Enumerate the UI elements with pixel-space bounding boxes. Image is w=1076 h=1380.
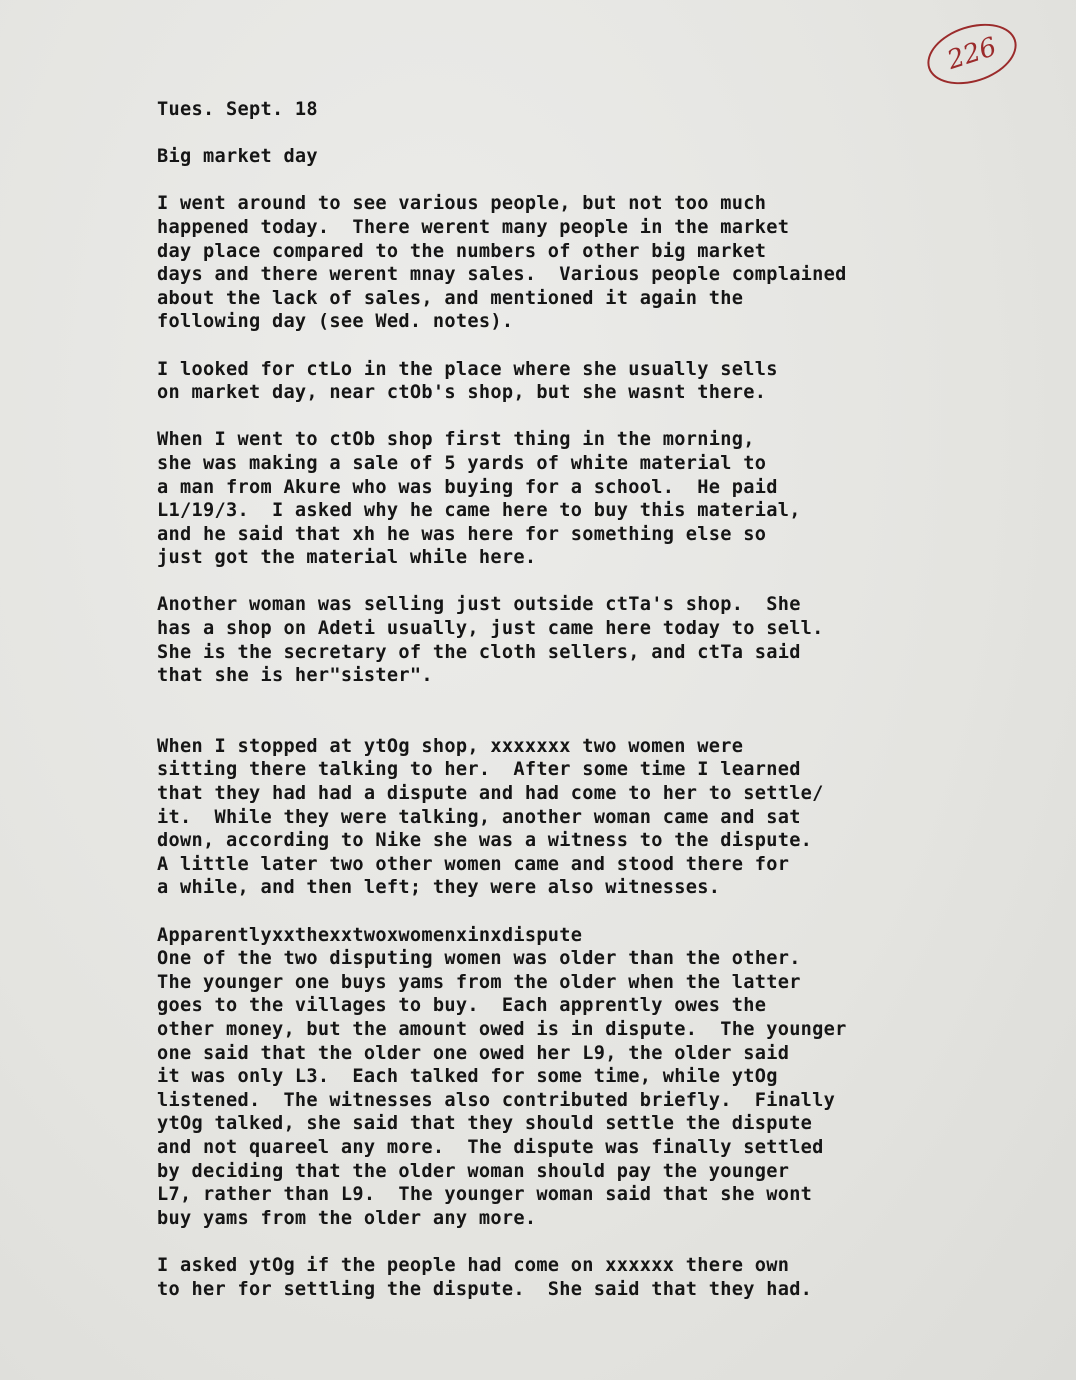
text-line: Another woman was selling just outside ctTa's shop. She [157, 594, 801, 616]
text-line: that she is her"sister". [157, 665, 433, 687]
paragraph-1 [157, 192, 1037, 334]
text-line: I looked for ctLo in the place where she usually sells [157, 358, 778, 380]
text-line: She is the secretary of the cloth sellers, and ctTa said [157, 641, 801, 663]
text-line: on market day, near ctOb's shop, but she wasnt there. [157, 382, 767, 404]
text-line: a while, and then left; they were also witnesses. [157, 877, 721, 899]
text-line: ytOg talked, she said that they should settle the dispute [157, 1113, 813, 1135]
text-line: and he said that xh he was here for something else so [157, 523, 767, 545]
struck-out-line: Apparentlyxxthexxtwoxwomenxinxdispute [157, 924, 583, 946]
paragraph-4 [157, 593, 1037, 687]
paragraph-3 [157, 428, 1037, 570]
paragraph-6 [157, 924, 1037, 1231]
text-line: listened. The witnesses also contributed briefly. Finally [157, 1089, 836, 1111]
text-line: other money, but the amount owed is in dispute. The younger [157, 1018, 847, 1040]
text-line: goes to the villages to buy. Each apprently owes the [157, 995, 767, 1017]
typed-notes [157, 98, 1037, 1301]
text-line: happened today. There werent many people in the market [157, 216, 790, 238]
date-line: Tues. Sept. 18 [157, 99, 318, 120]
text-line: about the lack of sales, and mentioned it again the [157, 287, 744, 309]
text-line: to her for settling the dispute. She said that they had. [157, 1278, 813, 1300]
text-line: it. While they were talking, another woman came and sat [157, 806, 801, 828]
paragraph-5 [157, 735, 1037, 900]
text-line: buy yams from the older any more. [157, 1207, 537, 1229]
text-line: day place compared to the numbers of other big market [157, 240, 767, 262]
text-line: The younger one buys yams from the older when the latter [157, 971, 801, 993]
paragraph-7 [157, 1254, 1037, 1301]
text-line: L1/19/3. I asked why he came here to buy this material, [157, 500, 801, 522]
text-line: and not quareel any more. The dispute was finally settled [157, 1136, 824, 1158]
text-line: she was making a sale of 5 yards of white material to [157, 452, 767, 474]
text-line: that they had had a dispute and had come to her to settle/ [157, 783, 824, 805]
text-line: following day (see Wed. notes). [157, 311, 514, 333]
text-line: A little later two other women came and stood there for [157, 853, 790, 875]
text-line: L7, rather than L9. The younger woman said that she wont [157, 1184, 813, 1206]
text-line: down, according to Nike she was a witness to the dispute. [157, 830, 813, 852]
text-line: has a shop on Adeti usually, just came here today to sell. [157, 618, 824, 640]
text-line: days and there werent mnay sales. Various people complained [157, 264, 847, 286]
text-line: When I went to ctOb shop first thing in the morning, [157, 429, 755, 451]
text-line: One of the two disputing women was older than the other. [157, 948, 801, 970]
text-line: When I stopped at ytOg shop, xxxxxxx two women were [157, 735, 744, 757]
text-line: I asked ytOg if the people had come on xxxxxx there own [157, 1254, 790, 1276]
paragraph-2 [157, 358, 1037, 405]
text-line: one said that the older one owed her L9, the older said [157, 1042, 790, 1064]
text-line: sitting there talking to her. After some time I learned [157, 759, 801, 781]
heading: Big market day [157, 146, 318, 168]
text-line: by deciding that the older woman should pay the younger [157, 1160, 790, 1182]
text-line: just got the material while here. [157, 547, 537, 569]
page-number-annotation: 226 [920, 13, 1025, 95]
text-line: a man from Akure who was buying for a school. He paid [157, 476, 778, 498]
text-line: it was only L3. Each talked for some time, while ytOg [157, 1066, 778, 1088]
text-line: I went around to see various people, but not too much [157, 193, 767, 215]
